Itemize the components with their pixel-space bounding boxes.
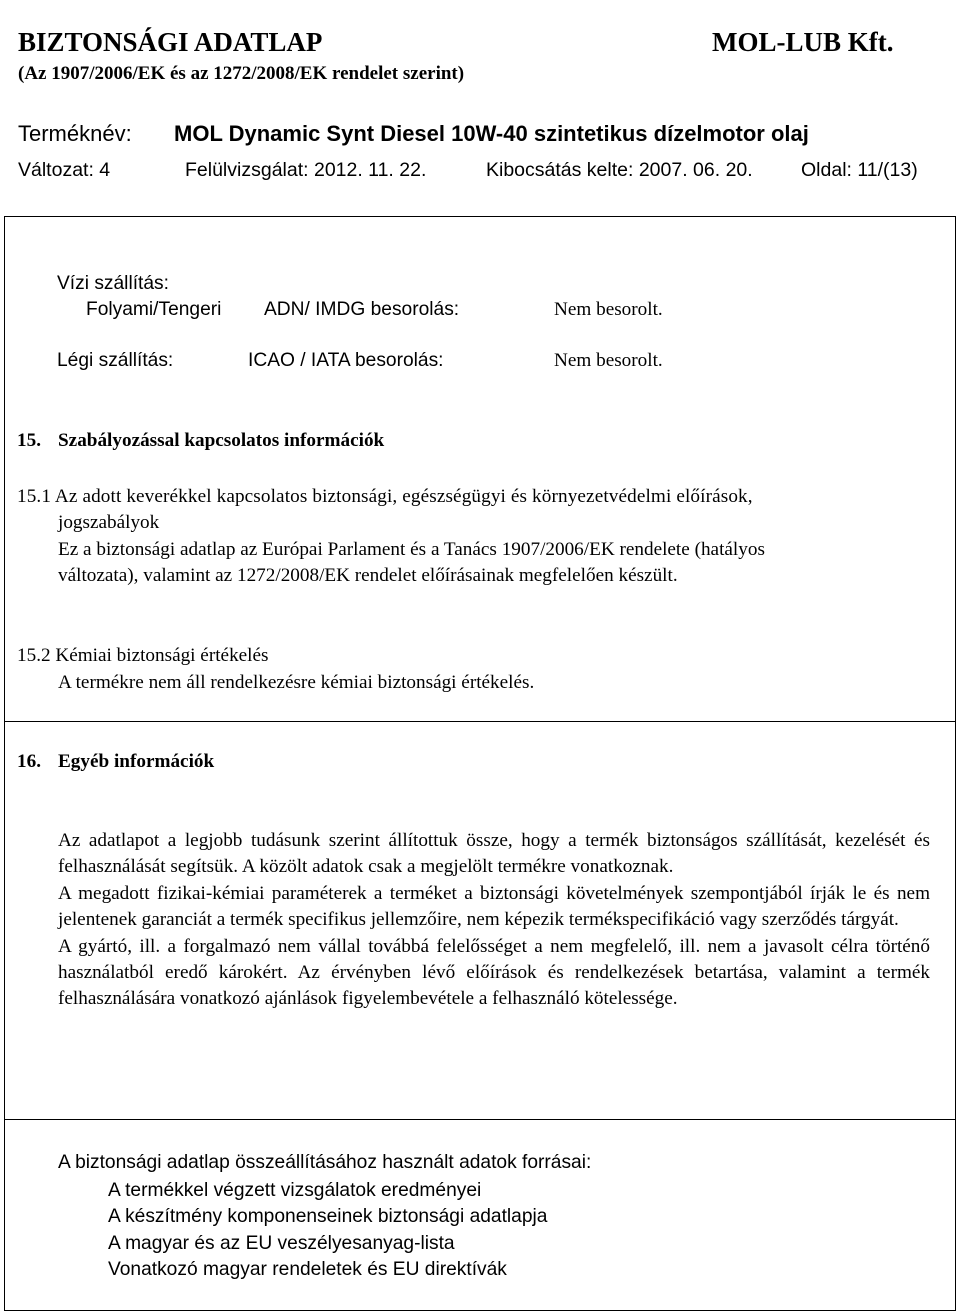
section15-1-text-cont: változata), valamint az 1272/2008/EK rendelet előírásainak megfelelően készült.	[58, 565, 678, 586]
regulation-subtitle: (Az 1907/2006/EK és az 1272/2008/EK rendelet szerint)	[18, 63, 465, 84]
product-name-label: Terméknév:	[18, 121, 132, 146]
section16-number: 16.	[17, 751, 41, 772]
section15-1-text: Ez a biztonsági adatlap az Európai Parlament és a Tanács 1907/2006/EK rendelete (hatályos	[58, 539, 765, 560]
sources-list	[108, 1178, 547, 1283]
section15-title: Szabályozással kapcsolatos információk	[58, 430, 385, 451]
list-item: A készítmény komponenseinek biztonsági adatlapja	[108, 1206, 548, 1228]
list-item: A magyar és az EU veszélyesanyag-lista	[108, 1232, 455, 1254]
section15-2-heading: 15.2 Kémiai biztonsági értékelés	[17, 645, 269, 666]
section16-paragraph-1: Az adatlapot a legjobb tudásunk szerint állítottuk össze, hogy a termék biztonságos szállítását, kezelését és felhasználását segítsük. A közölt adatok csak a megjelölt termékre vonatkoznak.	[58, 830, 930, 878]
section15-1-heading: 15.1 Az adott keverékkel kapcsolatos biztonsági, egészségügyi és környezetvédelmi előírások,	[17, 486, 753, 507]
list-item: A termékkel végzett vizsgálatok eredményei	[108, 1180, 482, 1201]
section15-2-text: A termékre nem áll rendelkezésre kémiai biztonsági értékelés.	[58, 672, 535, 693]
icao-iata-label: ICAO / IATA besorolás:	[248, 350, 444, 371]
page-number: Oldal: 11/(13)	[801, 159, 918, 181]
section16-title: Egyéb információk	[58, 751, 215, 772]
section15-1-heading-cont: jogszabályok	[58, 512, 160, 533]
icao-iata-value: Nem besorolt.	[554, 350, 663, 371]
adn-imdg-label: ADN/ IMDG besorolás:	[264, 299, 460, 320]
section16-paragraph-3: A gyártó, ill. a forgalmazó nem vállal továbbá felelősséget a nem megfelelő, ill. nem a javasolt célra történő használatból eredő károkért. Az érvényben lévő előírások és rendelkezések betartása, valamint a termék felhasználására vonatkozó ajánlások figyelembevétele a felhasználó kötelessége.	[58, 935, 930, 1010]
document-title: BIZTONSÁGI ADATLAP	[18, 27, 323, 57]
version: Változat: 4	[18, 159, 111, 181]
river-sea-label: Folyami/Tengeri	[86, 299, 222, 320]
list-item: Vonatkozó magyar rendeletek és EU direktívák	[108, 1258, 507, 1280]
section15-number: 15.	[17, 430, 41, 451]
water-transport-heading: Vízi szállítás:	[57, 273, 169, 294]
issue-date: Kibocsátás kelte: 2007. 06. 20.	[486, 159, 753, 181]
revision-date: Felülvizsgálat: 2012. 11. 22.	[185, 159, 427, 181]
section16-body	[58, 828, 930, 1013]
air-transport-heading: Légi szállítás:	[57, 350, 174, 371]
sources-heading: A biztonsági adatlap összeállításához használt adatok forrásai:	[58, 1152, 592, 1173]
product-name: MOL Dynamic Synt Diesel 10W-40 szintetikus dízelmotor olaj	[174, 121, 809, 146]
company-name: MOL-LUB Kft.	[712, 27, 894, 57]
adn-imdg-value: Nem besorolt.	[554, 299, 663, 320]
section16-paragraph-2: A megadott fizikai-kémiai paraméterek a terméket a biztonsági követelmények szempontjából írják le és nem jelentenek garanciát a termék specifikus jellemzőire, nem képezik termékspecifikáció vagy szerződés tárgyát.	[58, 882, 930, 931]
